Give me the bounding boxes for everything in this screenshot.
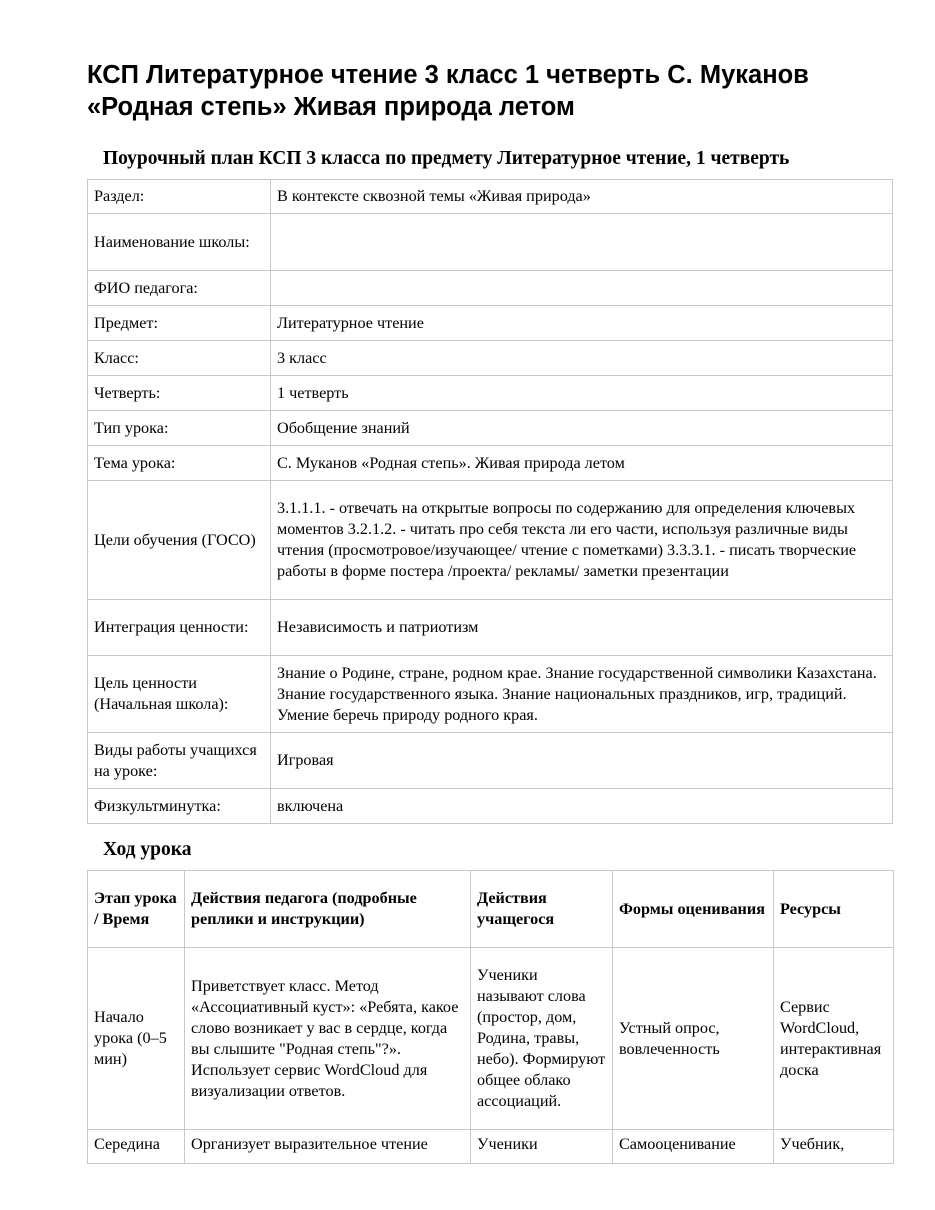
table-row <box>88 180 893 214</box>
teacher-actions-cell: Приветствует класс. Метод «Ассоциативный куст»: «Ребята, какое слово возникает у вас в сердце, когда вы слышите "Родная степь"?». Использует сервис WordCloud для визуализации ответов. <box>185 948 471 1130</box>
resources-cell: Учебник, <box>774 1130 894 1164</box>
table-header-row <box>88 871 894 948</box>
student-actions-cell: Ученики <box>471 1130 613 1164</box>
info-label: Физкультминутка: <box>88 789 271 824</box>
lesson-course-table <box>87 870 894 1164</box>
info-value: С. Муканов «Родная степь». Живая природа летом <box>271 446 893 481</box>
table-row <box>88 306 893 341</box>
info-label: Виды работы учащихся на уроке: <box>88 733 271 789</box>
info-value: Обобщение знаний <box>271 411 893 446</box>
table-row <box>88 376 893 411</box>
stage-cell: Середина <box>88 1130 185 1164</box>
lesson-info-table <box>87 179 893 824</box>
column-header-teacher: Действия педагога (подробные реплики и инструкции) <box>185 871 471 948</box>
plan-heading: Поурочный план КСП 3 класса по предмету Литературное чтение, 1 четверть <box>103 148 790 169</box>
info-value: 3 класс <box>271 341 893 376</box>
stage-cell: Начало урока (0–5 мин) <box>88 948 185 1130</box>
table-row <box>88 656 893 733</box>
info-label: Тип урока: <box>88 411 271 446</box>
info-value <box>271 214 893 271</box>
info-value: 1 четверть <box>271 376 893 411</box>
table-row <box>88 789 893 824</box>
column-header-stage: Этап урока / Время <box>88 871 185 948</box>
info-value: 3.1.1.1. - отвечать на открытые вопросы по содержанию для определения ключевых моментов 3.2.1.2. - читать про себя текста ли его части, используя различные виды чтения (просмотровое/изучающее/ чтение с пометками) 3.3.3.1. - писать творческие работы в форме постера /проекта/ рекламы/ заметки презентации <box>271 481 893 600</box>
info-label: Класс: <box>88 341 271 376</box>
info-label: Тема урока: <box>88 446 271 481</box>
info-label: Раздел: <box>88 180 271 214</box>
info-value: Независимость и патриотизм <box>271 600 893 656</box>
info-label: Интеграция ценности: <box>88 600 271 656</box>
column-header-resources: Ресурсы <box>774 871 894 948</box>
table-row <box>88 341 893 376</box>
course-heading: Ход урока <box>103 839 192 860</box>
table-row <box>88 948 894 1130</box>
info-label: Предмет: <box>88 306 271 341</box>
assessment-cell: Устный опрос, вовлеченность <box>613 948 774 1130</box>
info-value <box>271 271 893 306</box>
assessment-cell: Самооценивание <box>613 1130 774 1164</box>
info-value: Литературное чтение <box>271 306 893 341</box>
info-label: Четверть: <box>88 376 271 411</box>
student-actions-cell: Ученики называют слова (простор, дом, Родина, травы, небо). Формируют общее облако ассоциаций. <box>471 948 613 1130</box>
info-value: Знание о Родине, стране, родном крае. Знание государственной символики Казахстана. Знание государственного языка. Знание национальных праздников, игр, традиций. Умение беречь природу родного края. <box>271 656 893 733</box>
table-row <box>88 411 893 446</box>
info-value: Игровая <box>271 733 893 789</box>
info-value: В контексте сквозной темы «Живая природа» <box>271 180 893 214</box>
table-row <box>88 1130 894 1164</box>
table-row <box>88 271 893 306</box>
table-row <box>88 214 893 271</box>
column-header-student: Действия учащегося <box>471 871 613 948</box>
info-label: Наименование школы: <box>88 214 271 271</box>
column-header-assessment: Формы оценивания <box>613 871 774 948</box>
table-row <box>88 600 893 656</box>
info-label: ФИО педагога: <box>88 271 271 306</box>
info-label: Цели обучения (ГОСО) <box>88 481 271 600</box>
table-row <box>88 733 893 789</box>
info-label: Цель ценности (Начальная школа): <box>88 656 271 733</box>
resources-cell: Сервис WordCloud, интерактивная доска <box>774 948 894 1130</box>
document-title: КСП Литературное чтение 3 класс 1 четверть С. Муканов «Родная степь» Живая природа летом <box>87 61 809 121</box>
info-value: включена <box>271 789 893 824</box>
table-row <box>88 446 893 481</box>
table-row <box>88 481 893 600</box>
teacher-actions-cell: Организует выразительное чтение <box>185 1130 471 1164</box>
